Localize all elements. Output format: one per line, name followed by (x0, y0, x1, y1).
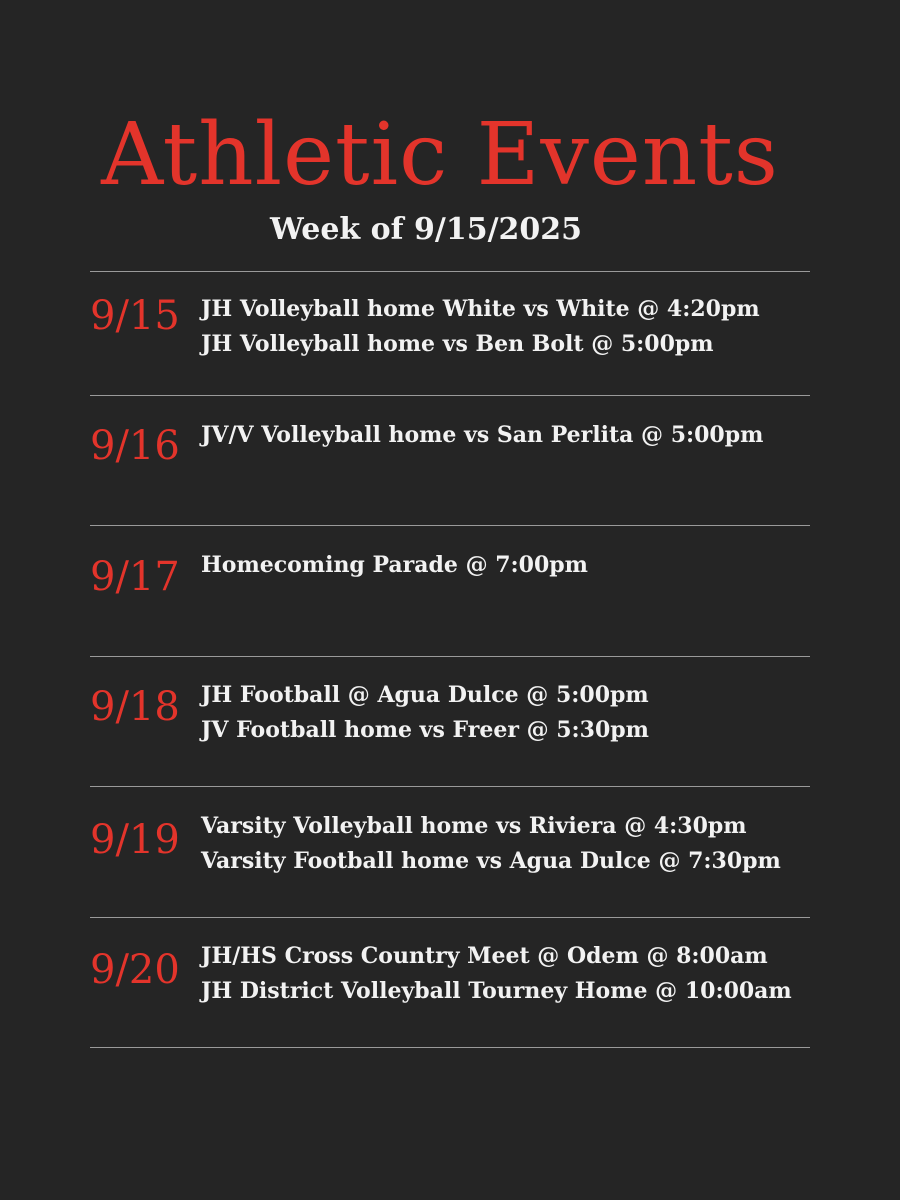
day-events (201, 292, 760, 362)
event-item: Varsity Football home vs Agua Dulce @ 7:30pm (201, 848, 781, 874)
week-subtitle: Week of 9/15/2025 (270, 212, 583, 247)
event-item: JH Volleyball home White vs White @ 4:20pm (201, 296, 760, 322)
event-item: JH Volleyball home vs Ben Bolt @ 5:00pm (201, 331, 714, 357)
page-title: Athletic Events (101, 105, 779, 205)
day-events (201, 548, 588, 583)
divider (90, 1047, 810, 1048)
divider (90, 395, 810, 396)
divider (90, 525, 810, 526)
day-events (201, 939, 792, 1009)
divider (90, 656, 810, 657)
event-item: JV Football home vs Freer @ 5:30pm (201, 717, 649, 743)
event-item: JH Football @ Agua Dulce @ 5:00pm (201, 682, 649, 708)
divider (90, 271, 810, 272)
day-events (201, 418, 763, 453)
divider (90, 917, 810, 918)
event-item: JH District Volleyball Tourney Home @ 10:00am (201, 978, 792, 1004)
day-date: 9/19 (90, 817, 180, 863)
day-date: 9/16 (90, 423, 180, 469)
divider (90, 786, 810, 787)
day-date: 9/17 (90, 554, 180, 600)
day-events (201, 678, 649, 748)
day-events (201, 809, 781, 879)
day-date: 9/20 (90, 947, 180, 993)
event-item: JV/V Volleyball home vs San Perlita @ 5:00pm (201, 422, 764, 448)
event-item: Varsity Volleyball home vs Riviera @ 4:30pm (201, 813, 747, 839)
event-item: Homecoming Parade @ 7:00pm (201, 552, 588, 578)
event-item: JH/HS Cross Country Meet @ Odem @ 8:00am (201, 943, 768, 969)
day-date: 9/18 (90, 684, 180, 730)
day-date: 9/15 (90, 293, 180, 339)
